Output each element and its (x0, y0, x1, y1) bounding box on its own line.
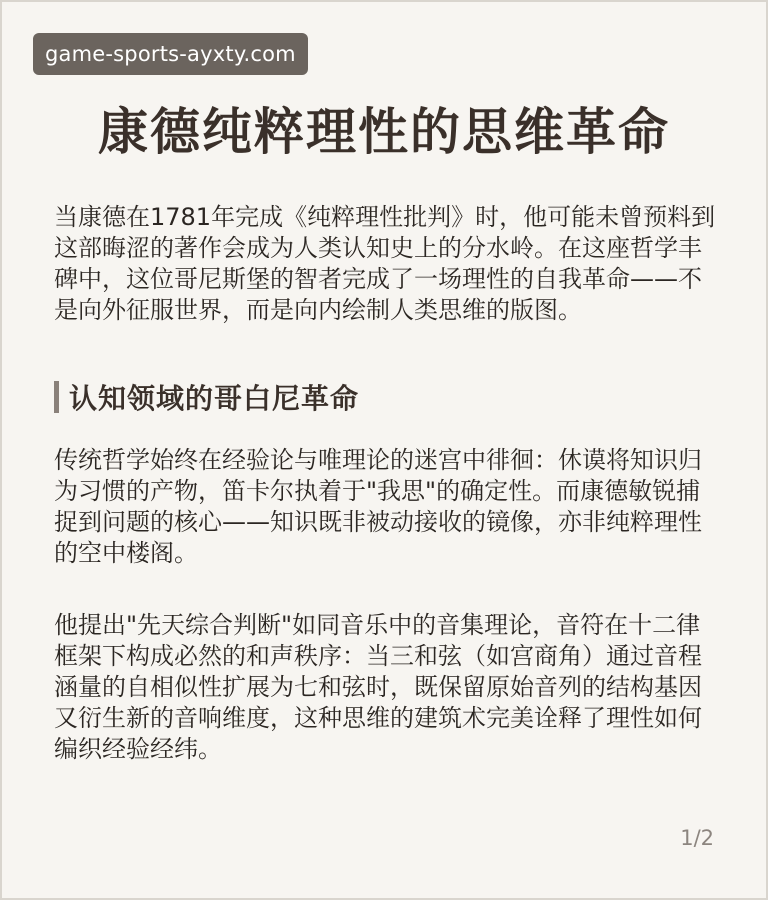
page-title: 康德纯粹理性的思维革命 (98, 103, 670, 161)
body-paragraph-2: 他提出"先天综合判断"如同音乐中的音集理论，音符在十二律框架下构成必然的和声秩序：当三和弦（如宫商角）通过音程涵量的自相似性扩展为七和弦时，既保留原始音列的结构基因又衍生新的音响维度，这种思维的建筑术完美诠释了理性如何编织经验经纬。 (54, 611, 702, 763)
section-heading-text: 认知领域的哥白尼革命 (69, 382, 360, 415)
page-number: 1/2 (680, 826, 714, 850)
watermark-badge: game-sports-ayxty.com (33, 33, 308, 75)
section-heading (54, 378, 359, 416)
body-paragraph-1: 传统哲学始终在经验论与唯理论的迷宫中徘徊：休谟将知识归为习惯的产物，笛卡尔执着于"我思"的确定性。而康德敏锐捕捉到问题的核心——知识既非被动接收的镜像，亦非纯粹理性的空中楼阁。 (54, 446, 702, 567)
section-marker-bar (54, 381, 59, 413)
intro-paragraph: 当康德在1781年完成《纯粹理性批判》时，他可能未曾预料到这部晦涩的著作会成为人类认知史上的分水岭。在这座哲学丰碑中，这位哥尼斯堡的智者完成了一场理性的自我革命——不是向外征服世界，而是向内绘制人类思维的版图。 (54, 203, 716, 324)
